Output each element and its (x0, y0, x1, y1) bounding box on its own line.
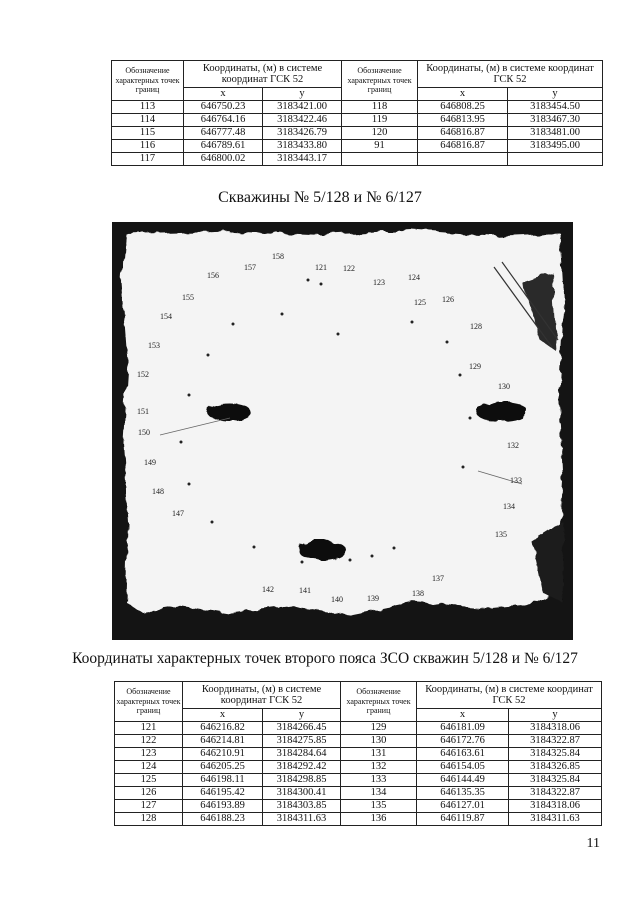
y-value: 3184318.06 (509, 800, 602, 813)
x-value: 646181.09 (417, 722, 509, 735)
point-label: 135 (495, 530, 507, 539)
y-value: 3184266.45 (263, 722, 341, 735)
point-id: 119 (342, 114, 418, 127)
point-label: 129 (469, 362, 481, 371)
point-label: 130 (498, 382, 510, 391)
dark-patch (476, 402, 528, 422)
point-id: 132 (341, 761, 417, 774)
point-label: 158 (272, 252, 284, 261)
y-col-header: y (508, 88, 603, 101)
y-value: 3184311.63 (263, 813, 341, 826)
point-label: 154 (160, 312, 172, 321)
y-value: 3183481.00 (508, 127, 603, 140)
dark-patch (298, 540, 346, 560)
point-label: 152 (137, 370, 149, 379)
x-value: 646135.35 (417, 787, 509, 800)
y-value: 3184275.85 (263, 735, 341, 748)
aerial-map (112, 222, 573, 640)
point-id: 133 (341, 774, 417, 787)
point-label: 156 (207, 271, 219, 280)
point-id: 126 (115, 787, 183, 800)
table-row (112, 140, 603, 153)
y-value: 3184298.85 (263, 774, 341, 787)
x-value: 646216.82 (183, 722, 263, 735)
point-label: 122 (343, 264, 355, 273)
point-label: 151 (137, 407, 149, 416)
point-label: 155 (182, 293, 194, 302)
coordinates-table-bottom (114, 681, 602, 826)
point-label: 153 (148, 341, 160, 350)
y-value: 3184325.84 (509, 774, 602, 787)
point-id: 118 (342, 101, 418, 114)
wells-title: Скважины № 5/128 и № 6/127 (218, 189, 422, 206)
point-id: 121 (115, 722, 183, 735)
y-value: 3184303.85 (263, 800, 341, 813)
point-id: 113 (112, 101, 184, 114)
point-label: 137 (432, 574, 444, 583)
y-value: 3184311.63 (509, 813, 602, 826)
x-value: 646777.48 (184, 127, 263, 140)
point-label: 150 (138, 428, 150, 437)
point-label: 147 (172, 509, 184, 518)
point-id: 117 (112, 153, 184, 166)
x-col-header: x (418, 88, 508, 101)
x-value: 646127.01 (417, 800, 509, 813)
point-label: 128 (470, 322, 482, 331)
y-value: 3184322.87 (509, 735, 602, 748)
point-label: 140 (331, 595, 343, 604)
table-row (112, 153, 603, 166)
x-value: 646816.87 (418, 127, 508, 140)
point-label: 141 (299, 586, 311, 595)
x-value: 646144.49 (417, 774, 509, 787)
x-value: 646195.42 (183, 787, 263, 800)
y-col-header: y (509, 709, 602, 722)
y-value: 3184292.42 (263, 761, 341, 774)
page-number: 11 (586, 836, 600, 851)
x-value: 646214.81 (183, 735, 263, 748)
point-label: 157 (244, 263, 256, 272)
y-value: 3184325.84 (509, 748, 602, 761)
point-id (342, 153, 418, 166)
point-header: Обозначение характерных точек границ (342, 61, 418, 101)
point-label: 121 (315, 263, 327, 272)
point-id: 131 (341, 748, 417, 761)
x-value: 646800.02 (184, 153, 263, 166)
y-value: 3183443.17 (263, 153, 342, 166)
table-row (112, 127, 603, 140)
y-value: 3183433.80 (263, 140, 342, 153)
x-value: 646764.16 (184, 114, 263, 127)
table-row (115, 748, 602, 761)
coord-header: Координаты, (м) в системе координат ГСК 52 (184, 61, 342, 88)
x-col-header: x (184, 88, 263, 101)
y-value: 3183467.30 (508, 114, 603, 127)
x-value: 646193.89 (183, 800, 263, 813)
point-id: 125 (115, 774, 183, 787)
table-row (115, 735, 602, 748)
x-value: 646789.61 (184, 140, 263, 153)
table-row (112, 101, 603, 114)
table-row (115, 722, 602, 735)
y-col-header: y (263, 709, 341, 722)
x-value: 646172.76 (417, 735, 509, 748)
y-value: 3184322.87 (509, 787, 602, 800)
y-col-header: y (263, 88, 342, 101)
y-value: 3184284.64 (263, 748, 341, 761)
x-value: 646119.87 (417, 813, 509, 826)
x-value: 646210.91 (183, 748, 263, 761)
x-value: 646188.23 (183, 813, 263, 826)
y-value: 3183426.79 (263, 127, 342, 140)
point-id: 124 (115, 761, 183, 774)
point-id: 134 (341, 787, 417, 800)
point-id: 122 (115, 735, 183, 748)
table-row (115, 761, 602, 774)
point-label: 138 (412, 589, 424, 598)
point-id: 91 (342, 140, 418, 153)
point-id: 123 (115, 748, 183, 761)
y-value: 3183422.46 (263, 114, 342, 127)
y-value: 3184300.41 (263, 787, 341, 800)
table-row (115, 774, 602, 787)
point-label: 133 (510, 476, 522, 485)
point-label: 134 (503, 502, 515, 511)
x-col-header: x (417, 709, 509, 722)
point-id: 116 (112, 140, 184, 153)
table-row (112, 114, 603, 127)
y-value: 3183421.00 (263, 101, 342, 114)
table-row (115, 813, 602, 826)
point-label: 149 (144, 458, 156, 467)
x-value: 646808.25 (418, 101, 508, 114)
x-value: 646205.25 (183, 761, 263, 774)
point-label: 123 (373, 278, 385, 287)
point-id: 114 (112, 114, 184, 127)
x-value: 646154.05 (417, 761, 509, 774)
x-value: 646198.11 (183, 774, 263, 787)
point-id: 135 (341, 800, 417, 813)
point-label: 142 (262, 585, 274, 594)
map-terrain (122, 230, 564, 614)
x-col-header: x (183, 709, 263, 722)
point-id: 129 (341, 722, 417, 735)
point-label: 124 (408, 273, 420, 282)
y-value: 3183454.50 (508, 101, 603, 114)
point-label: 132 (507, 441, 519, 450)
point-header: Обозначение характерных точек границ (115, 682, 183, 722)
y-value (508, 153, 603, 166)
point-label: 125 (414, 298, 426, 307)
coord-header: Координаты, (м) в системе координат ГСК 52 (183, 682, 341, 709)
x-value: 646813.95 (418, 114, 508, 127)
y-value: 3183495.00 (508, 140, 603, 153)
coord-header: Координаты, (м) в системе координат ГСК 52 (417, 682, 602, 709)
point-label: 139 (367, 594, 379, 603)
point-id: 130 (341, 735, 417, 748)
point-label: 148 (152, 487, 164, 496)
x-value: 646816.87 (418, 140, 508, 153)
x-value (418, 153, 508, 166)
point-header: Обозначение характерных точек границ (112, 61, 184, 101)
point-label: 126 (442, 295, 454, 304)
point-id: 127 (115, 800, 183, 813)
point-id: 120 (342, 127, 418, 140)
x-value: 646163.61 (417, 748, 509, 761)
point-id: 128 (115, 813, 183, 826)
table-row (115, 787, 602, 800)
point-id: 115 (112, 127, 184, 140)
x-value: 646750.23 (184, 101, 263, 114)
point-id: 136 (341, 813, 417, 826)
point-header: Обозначение характерных точек границ (341, 682, 417, 722)
table-row (115, 800, 602, 813)
coordinates-table-top (111, 60, 603, 166)
y-value: 3184318.06 (509, 722, 602, 735)
coord-header: Координаты, (м) в системе координат ГСК 52 (418, 61, 603, 88)
zone-coordinates-title: Координаты характерных точек второго пояса ЗСО скважин 5/128 и № 6/127 (72, 650, 578, 667)
y-value: 3184326.85 (509, 761, 602, 774)
